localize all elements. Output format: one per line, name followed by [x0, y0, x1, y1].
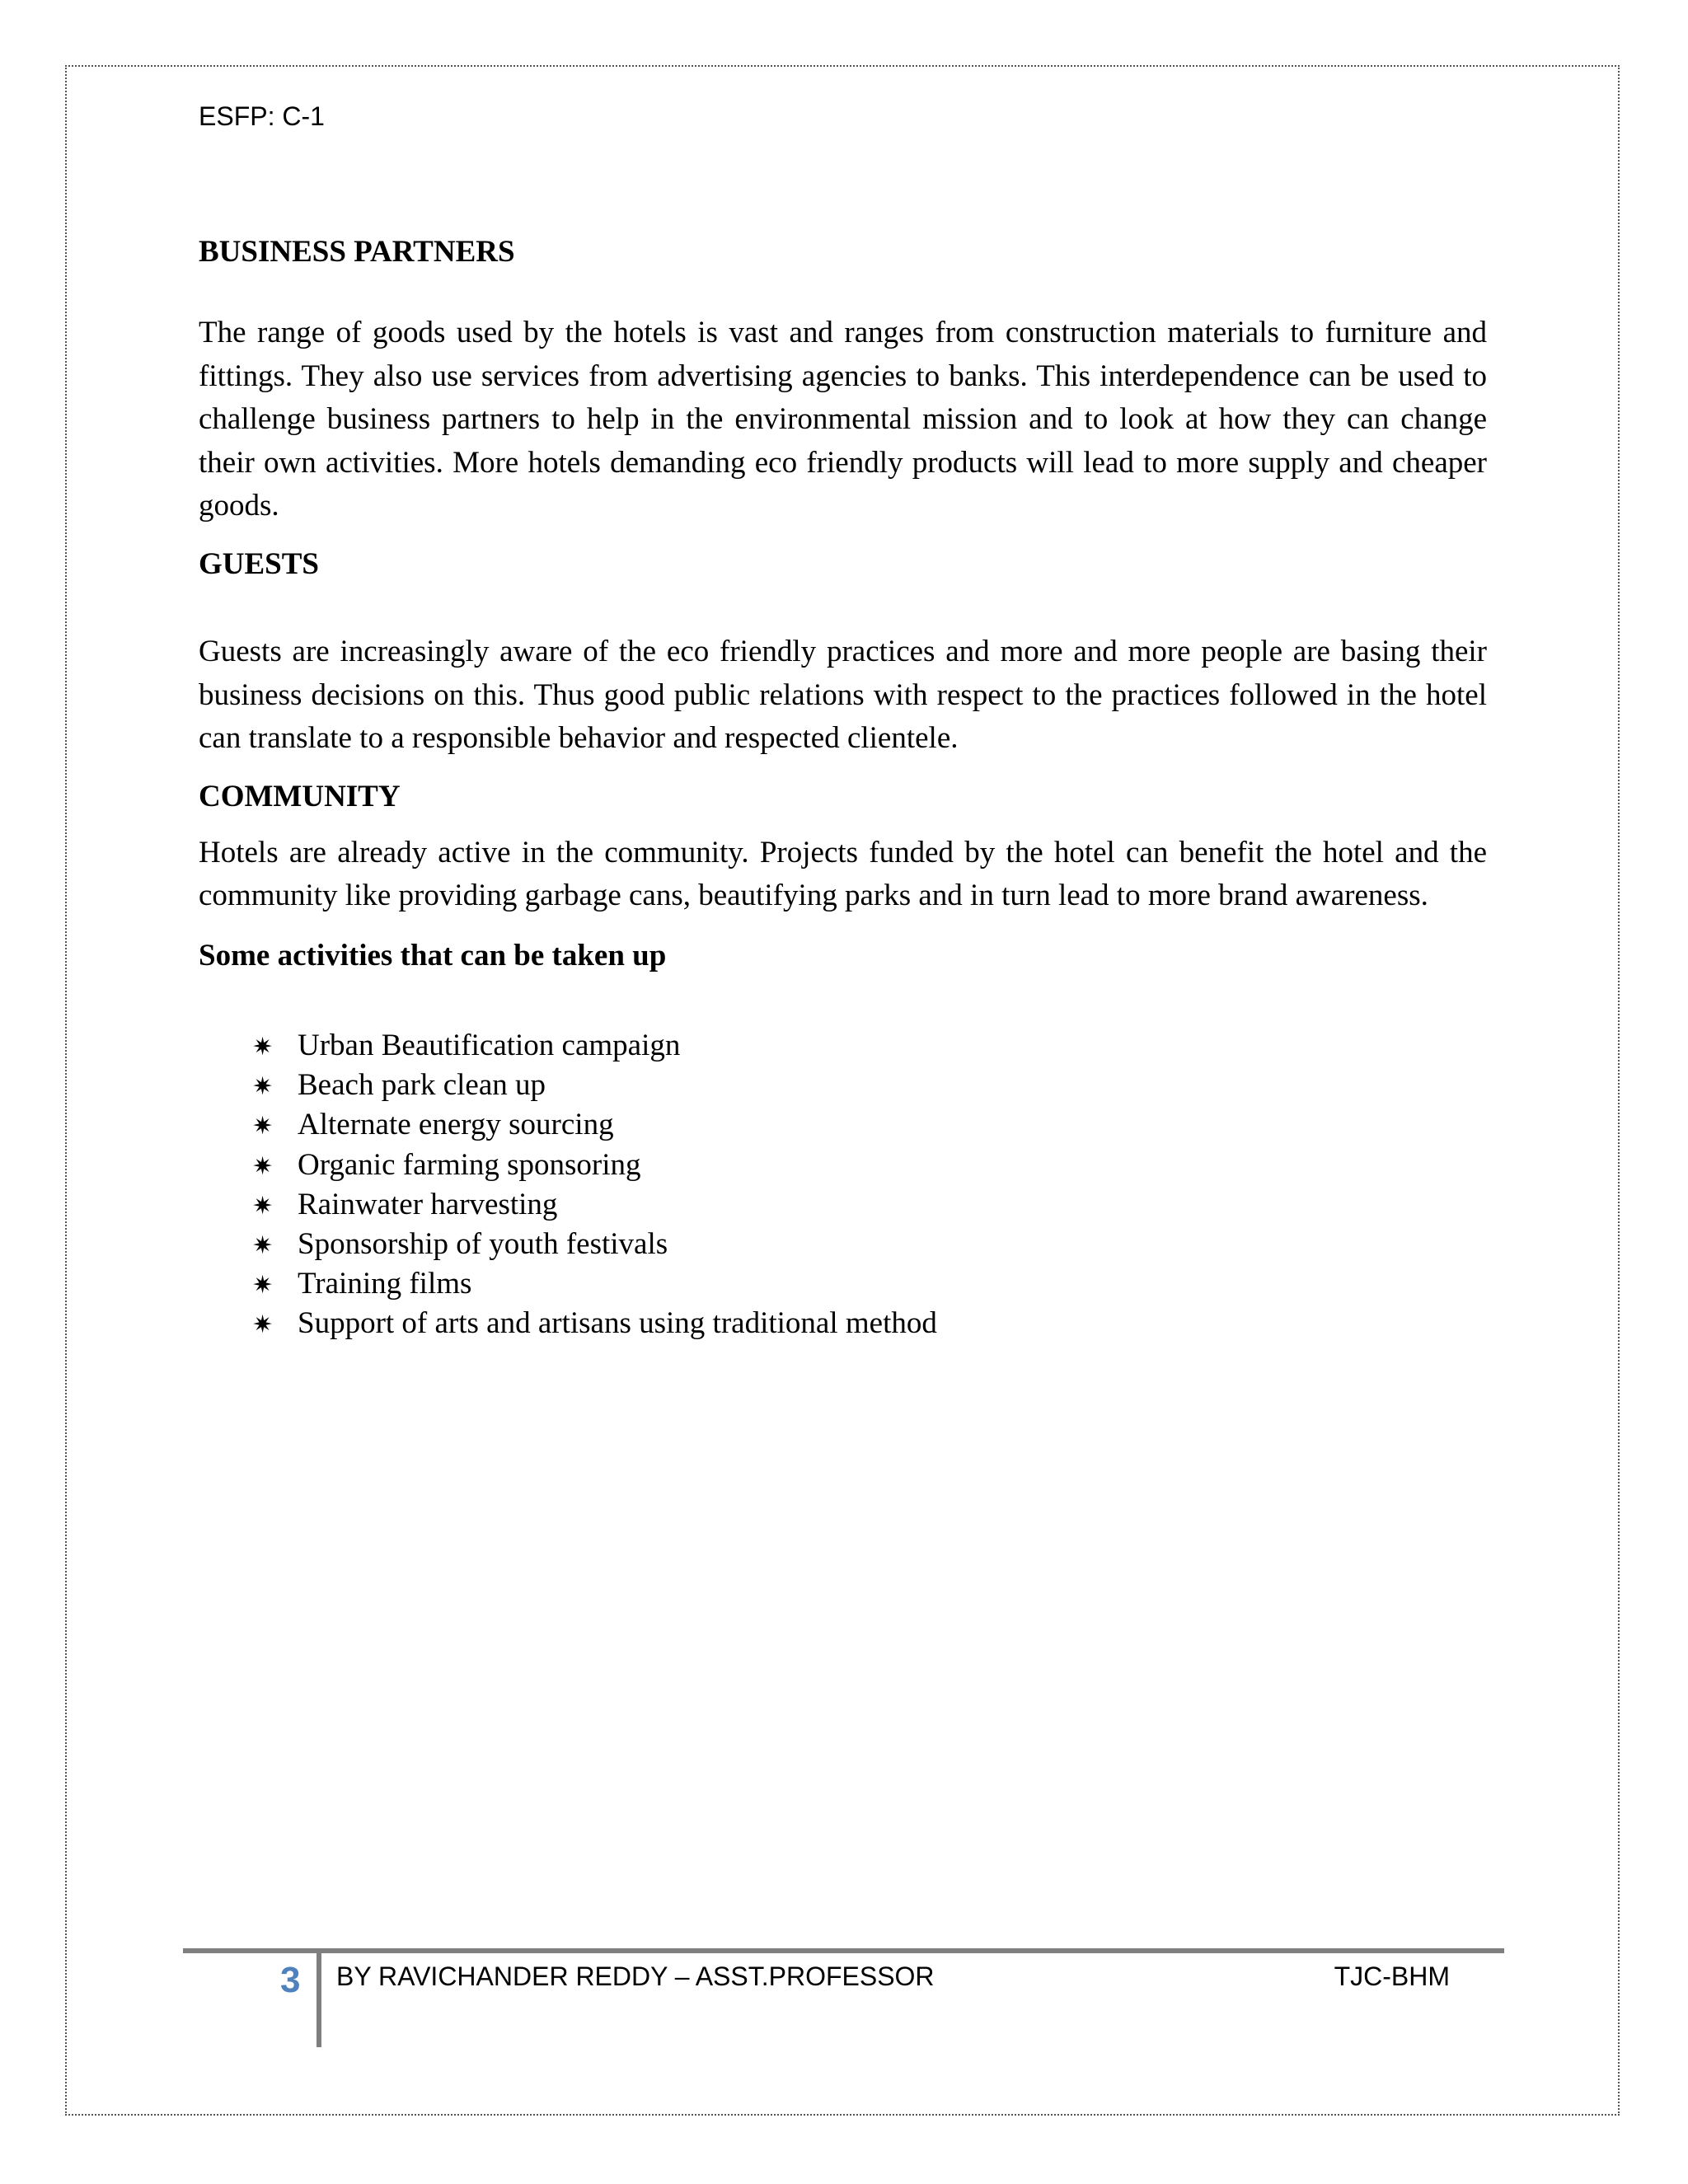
activities-heading: Some activities that can be taken up [199, 938, 667, 972]
list-item: ✷ Urban Beautification campaign [252, 1027, 1487, 1066]
document-body [199, 232, 1487, 1345]
list-item: ✷ Organic farming sponsoring [252, 1146, 1487, 1186]
footer-institution: TJC-BHM [1334, 1961, 1450, 1991]
running-head: ESFP: C-1 [199, 101, 325, 131]
section-heading-business-partners: BUSINESS PARTNERS [199, 235, 515, 269]
list-item: ✷ Beach park clean up [252, 1066, 1487, 1106]
footer-vertical-divider [316, 1948, 321, 2047]
list-item: ✷ Support of arts and artisans using traditional method [252, 1305, 1487, 1344]
footer-divider [183, 1948, 1504, 1953]
section-heading-community: COMMUNITY [199, 779, 401, 813]
asterisk-bullet-icon: ✷ [252, 1230, 274, 1260]
list-item: ✷ Rainwater harvesting [252, 1186, 1487, 1226]
asterisk-bullet-icon: ✷ [252, 1032, 274, 1062]
section-paragraph-business-partners: The range of goods used by the hotels is vast and ranges from construction materials to furniture and fittings. They also use services from advertising agencies to banks. This interdependence can be used to challenge business partners to help in the environmental mission and to look at how they can change their own activities. More hotels demanding eco friendly products will lead to more supply and cheaper goods. [199, 316, 1487, 523]
asterisk-bullet-icon: ✷ [252, 1310, 274, 1340]
asterisk-bullet-icon: ✷ [252, 1151, 274, 1181]
page-number: 3 [280, 1960, 301, 2000]
section-paragraph-guests: Guests are increasingly aware of the eco friendly practices and more and more people are basing their business decisions on this. Thus good public relations with respect to the practices followed in the hotel can translate to a responsible behavior and respected clientele. [199, 634, 1487, 756]
activities-list [199, 1027, 1487, 1345]
list-item: ✷ Training films [252, 1265, 1487, 1305]
footer-author: BY RAVICHANDER REDDY – ASST.PROFESSOR [336, 1961, 935, 1991]
list-item: ✷ Alternate energy sourcing [252, 1106, 1487, 1146]
section-heading-guests: GUESTS [199, 546, 320, 581]
asterisk-bullet-icon: ✷ [252, 1072, 274, 1102]
asterisk-bullet-icon: ✷ [252, 1112, 274, 1141]
asterisk-bullet-icon: ✷ [252, 1191, 274, 1221]
list-item: ✷ Sponsorship of youth festivals [252, 1226, 1487, 1265]
section-paragraph-community: Hotels are already active in the community. Projects funded by the hotel can benefit the hotel and the community like providing garbage cans, beautifying parks and in turn lead to more brand awareness. [199, 835, 1487, 913]
asterisk-bullet-icon: ✷ [252, 1271, 274, 1301]
